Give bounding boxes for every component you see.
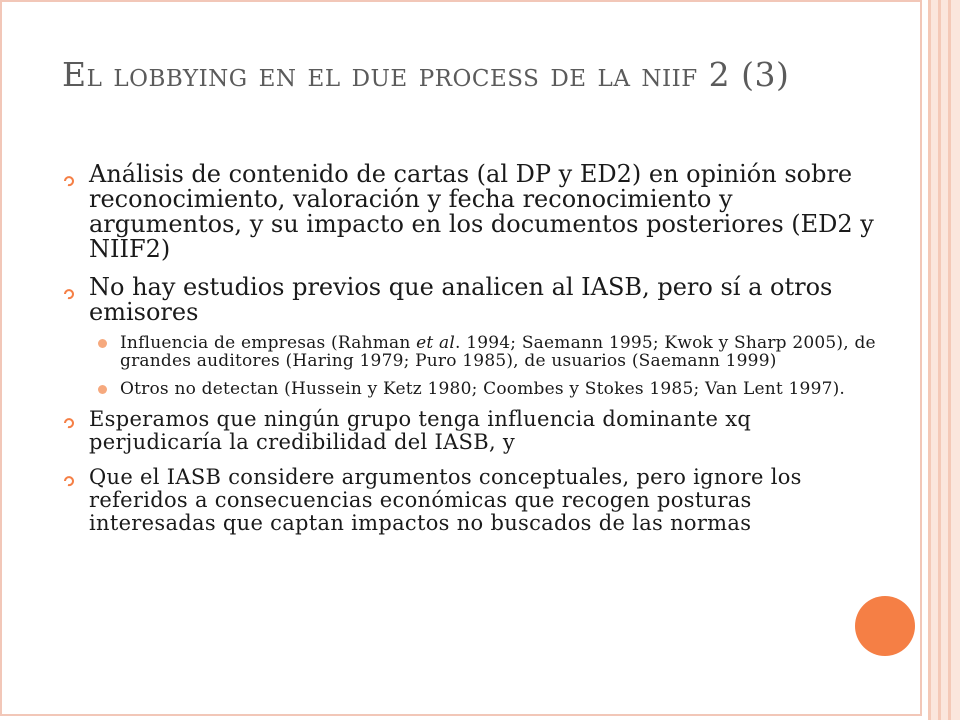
sub-bullet-text-rest: . 1994; Saemann 1995; Kwok y Sharp 2005), de grandes auditores (Haring 1979; Puro 1985), de usuarios (Saemann 1999): [120, 333, 876, 371]
sub-bullet-dot-icon: [98, 339, 107, 348]
sub-bullet-item: [98, 334, 882, 370]
bullet-item: [62, 466, 882, 535]
bullet-item: [62, 275, 882, 325]
bullet-item: [62, 162, 882, 262]
bullet-item: [62, 408, 882, 454]
sub-bullet-text: Influencia de empresas (Rahman: [120, 333, 417, 353]
bullet-text: Que el IASB considere argumentos conceptuales, pero ignore los referidos a consecuencias económicas que recogen posturas interesadas que captan impactos no buscados de las normas: [89, 465, 802, 535]
slide-content: [62, 162, 882, 547]
slide-title: El lobbying en el due process de la niif 2 (3): [62, 55, 790, 94]
bullet-marker-icon: [62, 287, 76, 301]
sub-bullet-item: [98, 380, 882, 398]
bullet-marker-icon: [62, 416, 76, 430]
sub-bullet-dot-icon: [98, 385, 107, 394]
sub-list: [98, 334, 882, 398]
sub-bullet-text: Otros no detectan (Hussein y Ketz 1980; Coombes y Stokes 1985; Van Lent 1997).: [120, 379, 846, 399]
bullet-marker-icon: [62, 474, 76, 488]
sub-bullet-italic: et al: [416, 333, 456, 353]
bullet-marker-icon: [62, 174, 76, 188]
bullet-text: No hay estudios previos que analicen al IASB, pero sí a otros emisores: [89, 273, 833, 326]
decorative-stripes: [922, 0, 960, 720]
bullet-text: Análisis de contenido de cartas (al DP y ED2) en opinión sobre reconocimiento, valoración y fecha reconocimiento y argumentos, y su impacto en los documentos posteriores (ED2 y NIIF2): [89, 160, 874, 263]
decorative-orange-circle: [855, 596, 915, 656]
bullet-text: Esperamos que ningún grupo tenga influencia dominante xq perjudicaría la credibilidad del IASB, y: [89, 407, 752, 454]
